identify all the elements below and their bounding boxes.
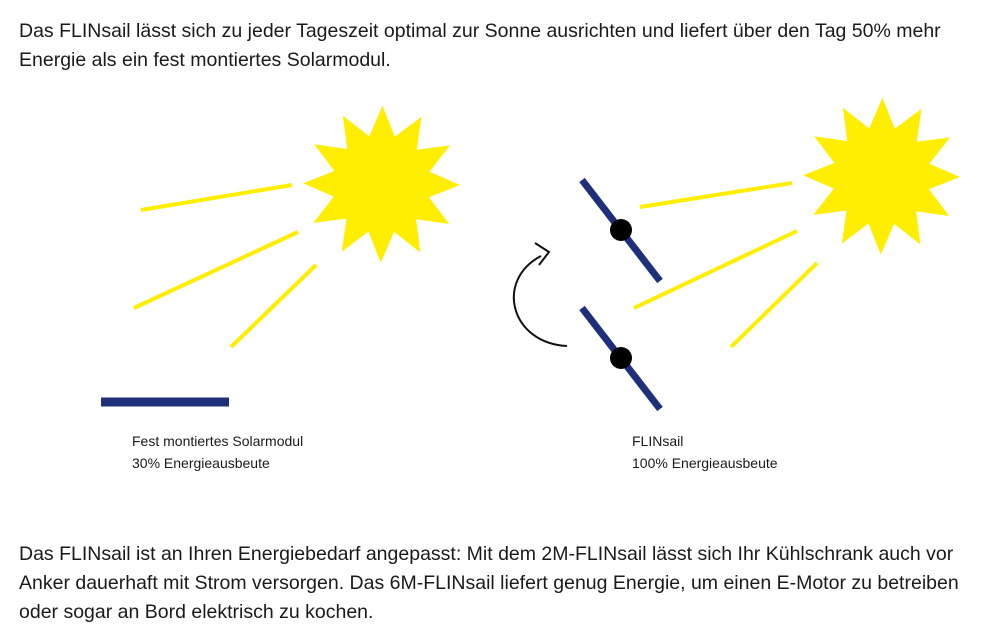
fixed-panel-caption — [132, 430, 303, 474]
sun-ray — [731, 263, 817, 347]
flinsail-scene — [514, 98, 960, 409]
fixed-panel-name: Fest montiertes Solarmodul — [132, 433, 304, 449]
rotate-arrow-icon — [514, 243, 567, 346]
sun-ray — [134, 232, 298, 308]
flinsail-pivot-lower — [610, 347, 632, 369]
intro-paragraph: Das FLINsail lässt sich zu jeder Tageszeit optimal zur Sonne ausrichten und liefert über den Tag 50% mehr Energie als ein fest montiertes Solarmodul. — [19, 20, 941, 71]
sun-ray — [231, 265, 316, 347]
flinsail-name: FLINsail — [632, 433, 684, 449]
sun-icon-left — [303, 106, 460, 263]
sun-ray — [640, 183, 792, 207]
fixed-panel-scene — [101, 106, 460, 402]
sun-icon-right — [803, 98, 960, 255]
flinsail-caption — [632, 430, 778, 474]
flinsail-yield: 100% Energieausbeute — [632, 455, 778, 471]
sun-ray — [141, 185, 292, 210]
fixed-panel-yield: 30% Energieausbeute — [132, 455, 270, 471]
flinsail-pivot-upper — [610, 219, 632, 241]
sun-ray — [634, 231, 797, 308]
outro-paragraph: Das FLINsail ist an Ihren Energiebedarf angepasst: Mit dem 2M-FLINsail lässt sich Ihr Kühlschrank auch vor Anker dauerhaft mit Strom versorgen. Das 6M-FLINsail liefert genug Energie, um einen E-Motor zu betreiben oder sogar an Bord elektrisch zu kochen. — [19, 543, 959, 623]
